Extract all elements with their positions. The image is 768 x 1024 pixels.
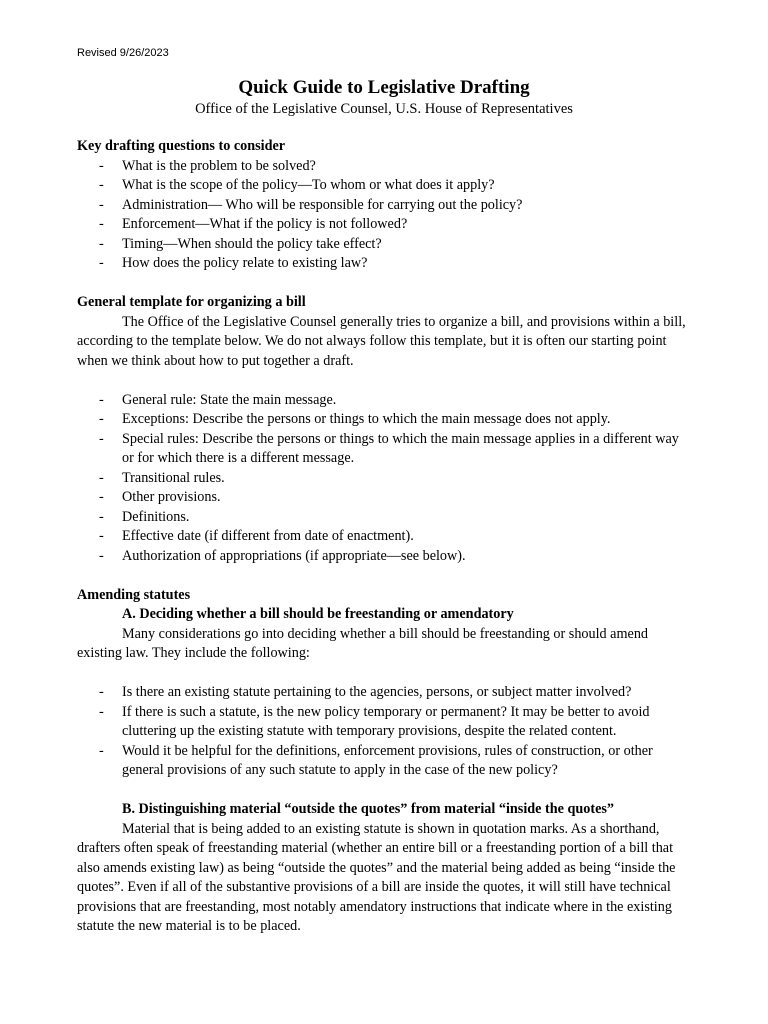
list-item: - General rule: State the main message. <box>99 391 337 408</box>
subsection-a-list <box>77 683 689 781</box>
document-title: Quick Guide to Legislative Drafting <box>238 77 530 98</box>
document-subtitle: Office of the Legislative Counsel, U.S. House of Representatives <box>195 101 573 117</box>
subsection-b-heading: B. Distinguishing material “outside the quotes” from material “inside the quotes” <box>122 801 614 817</box>
template-list <box>77 391 689 567</box>
list-item: - Other provisions. <box>99 489 221 505</box>
list-item: - Is there an existing statute pertaining to the agencies, persons, or subject matter involved? <box>99 684 632 700</box>
subsection-b-paragraph: Material that is being added to an existing statute is shown in quotation marks. As a shorthand, drafters often speak of freestanding material (whether an entire bill or a freestanding portion of a bill that also amends existing law) as being “outside the quotes” and the material being added as being “inside the quotes”. Even if all of the substantive provisions of a bill are inside the quotes, it will still have technical provisions that are freestanding, most notably amendatory instructions that indicate where in the existing statute the new material is to be placed. <box>77 820 676 934</box>
list-item: - What is the scope of the policy—To whom or what does it apply? <box>99 177 495 193</box>
subsection-a-heading: A. Deciding whether a bill should be freestanding or amendatory <box>122 606 514 622</box>
list-item: - Authorization of appropriations (if appropriate—see below). <box>99 547 466 564</box>
list-item: - Transitional rules. <box>99 469 225 486</box>
key-questions-heading: Key drafting questions to consider <box>77 138 286 154</box>
list-item: - Effective date (if different from date of enactment). <box>99 528 414 544</box>
list-item: - Special rules: Describe the persons or things to which the main message applies in a different way or for which there is a different message. <box>99 430 679 466</box>
document-body <box>77 137 689 937</box>
subsection-a-paragraph: Many considerations go into deciding whether a bill should be freestanding or should amend existing law. They include the following: <box>77 625 649 661</box>
list-item: - If there is such a statute, is the new policy temporary or permanent? It may be better to avoid cluttering up the existing statute with temporary provisions, despite the related content. <box>99 703 650 739</box>
list-item: - Timing—When should the policy take effect? <box>99 235 382 252</box>
list-item: - How does the policy relate to existing law? <box>99 255 368 271</box>
list-item: - What is the problem to be solved? <box>99 157 316 174</box>
template-heading: General template for organizing a bill <box>77 294 306 310</box>
list-item: - Would it be helpful for the definitions, enforcement provisions, rules of construction, or other general provisions of any such statute to apply in the case of the new policy? <box>99 742 653 778</box>
list-item: - Exceptions: Describe the persons or things to which the main message does not apply. <box>99 411 611 427</box>
template-paragraph: The Office of the Legislative Counsel generally tries to organize a bill, and provisions within a bill, according to the template below. We do not always follow this template, but it is often our starting point when we think about how to put together a draft. <box>77 313 686 369</box>
list-item: - Administration— Who will be responsible for carrying out the policy? <box>99 196 523 213</box>
key-questions-list <box>77 157 689 274</box>
revision-date: Revised 9/26/2023 <box>77 47 169 59</box>
list-item: - Enforcement—What if the policy is not followed? <box>99 216 408 232</box>
amending-heading: Amending statutes <box>77 586 191 603</box>
list-item: - Definitions. <box>99 508 190 525</box>
